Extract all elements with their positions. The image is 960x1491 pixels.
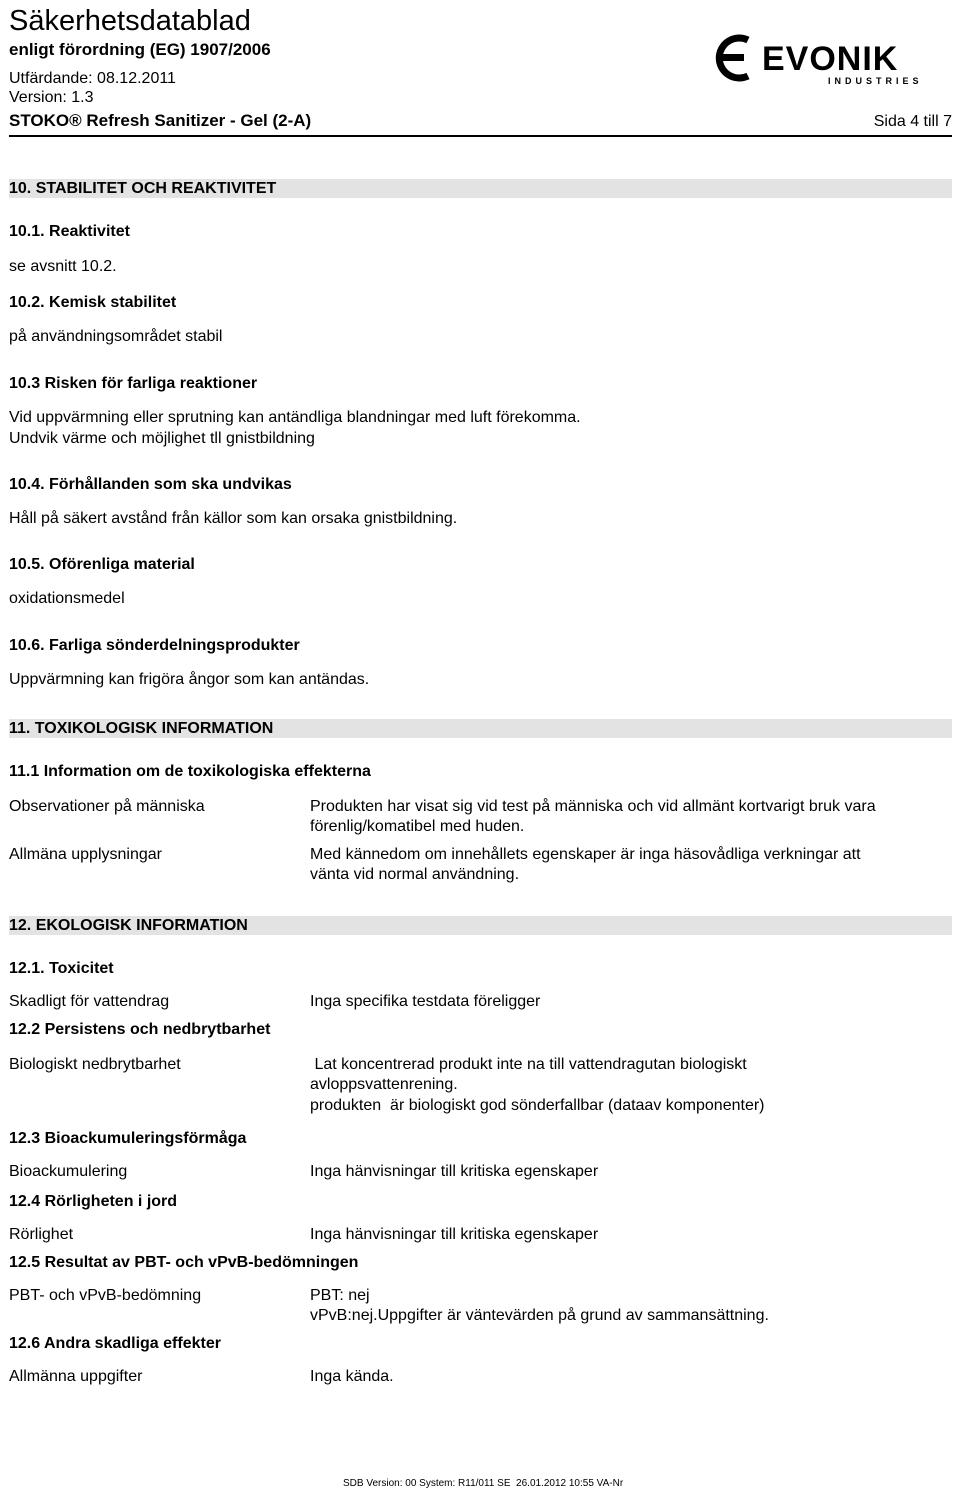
- document-title: Säkerhetsdatablad: [9, 5, 251, 37]
- label-observationer: Observationer på människa: [9, 798, 205, 815]
- label-rorlighet: Rörlighet: [9, 1226, 74, 1243]
- heading-12-5: 12.5 Resultat av PBT- och vPvB-bedömningen: [9, 1254, 359, 1271]
- page-number: Sida 4 till 7: [873, 113, 952, 130]
- section-12-title: 12. EKOLOGISK INFORMATION: [9, 917, 248, 934]
- value-allmana-line1: Med kännedom om innehållets egenskaper är inga häsovådliga verkningar att: [310, 846, 861, 863]
- heading-10-5: 10.5. Oförenliga material: [9, 556, 195, 573]
- text-10-3-line1: Vid uppvärmning eller sprutning kan antändliga blandningar med luft förekomma.: [9, 409, 581, 426]
- heading-10-1: 10.1. Reaktivitet: [9, 223, 130, 240]
- value-allmana-line2: vänta vid normal användning.: [310, 866, 520, 883]
- text-10-1: se avsnitt 10.2.: [9, 258, 117, 275]
- section-11-bar: [9, 719, 952, 738]
- text-10-2: på användningsområdet stabil: [9, 328, 223, 345]
- logo-subtitle: INDUSTRIES: [828, 76, 923, 86]
- label-bioackumulering: Bioackumulering: [9, 1163, 128, 1180]
- section-10-bar: [9, 179, 952, 198]
- value-allmanna-uppgifter: Inga kända.: [310, 1368, 394, 1385]
- text-10-4: Håll på säkert avstånd från källor som kan orsaka gnistbildning.: [9, 510, 458, 527]
- heading-12-4: 12.4 Rörligheten i jord: [9, 1193, 178, 1210]
- version-line: Version: 1.3: [9, 89, 94, 106]
- label-skadligt: Skadligt för vattendrag: [9, 993, 170, 1010]
- value-biologiskt-line2: avloppsvattenrening.: [310, 1076, 458, 1093]
- section-11-title: 11. TOXIKOLOGISK INFORMATION: [9, 720, 274, 737]
- header-rule: [9, 135, 952, 137]
- label-allmanna-uppgifter: Allmänna uppgifter: [9, 1368, 143, 1385]
- label-allmana: Allmäna upplysningar: [9, 846, 162, 863]
- value-pbt-line2: vPvB:nej.Uppgifter är väntevärden på grund av sammansättning.: [310, 1307, 769, 1324]
- value-biologiskt-line1: Lat koncentrerad produkt inte na till vattendragutan biologiskt: [310, 1056, 747, 1073]
- regulation-line: enligt förordning (EG) 1907/2006: [9, 40, 271, 59]
- value-biologiskt-line3: produkten är biologiskt god sönderfallbar (dataav komponenter): [310, 1097, 765, 1114]
- value-observationer-line2: förenlig/komatibel med huden.: [310, 818, 525, 835]
- heading-12-1: 12.1. Toxicitet: [9, 960, 114, 977]
- heading-10-3: 10.3 Risken för farliga reaktioner: [9, 375, 258, 392]
- heading-12-3: 12.3 Bioackumuleringsförmåga: [9, 1130, 247, 1147]
- section-12-bar: [9, 916, 952, 935]
- heading-10-4: 10.4. Förhållanden som ska undvikas: [9, 476, 292, 493]
- value-pbt-line1: PBT: nej: [310, 1287, 370, 1304]
- evonik-logo: [708, 30, 930, 86]
- value-bioackumulering: Inga hänvisningar till kritiska egenskaper: [310, 1163, 599, 1180]
- value-observationer-line1: Produkten har visat sig vid test på människa och vid allmänt kortvarigt bruk vara: [310, 798, 876, 815]
- label-biologiskt: Biologiskt nedbrytbarhet: [9, 1056, 181, 1073]
- footer-version: SDB Version: 00 System: R11/011 SE 26.01.2012 10:55 VA-Nr: [343, 1478, 624, 1489]
- text-10-6: Uppvärmning kan frigöra ångor som kan antändas.: [9, 671, 370, 688]
- heading-10-2: 10.2. Kemisk stabilitet: [9, 294, 177, 311]
- heading-12-6: 12.6 Andra skadliga effekter: [9, 1335, 221, 1352]
- label-pbt: PBT- och vPvB-bedömning: [9, 1287, 202, 1304]
- text-10-5: oxidationsmedel: [9, 590, 125, 607]
- product-name: STOKO® Refresh Sanitizer - Gel (2-A): [9, 111, 312, 130]
- text-10-3-line2: Undvik värme och möjlighet tll gnistbildning: [9, 430, 315, 447]
- value-rorlighet: Inga hänvisningar till kritiska egenskaper: [310, 1226, 599, 1243]
- heading-11-1: 11.1 Information om de toxikologiska effekterna: [9, 763, 371, 780]
- heading-10-6: 10.6. Farliga sönderdelningsprodukter: [9, 637, 300, 654]
- heading-12-2: 12.2 Persistens och nedbrytbarhet: [9, 1021, 271, 1038]
- issue-date: Utfärdande: 08.12.2011: [9, 70, 176, 87]
- section-10-title: 10. STABILITET OCH REAKTIVITET: [9, 180, 277, 197]
- value-skadligt: Inga specifika testdata föreligger: [310, 993, 541, 1010]
- logo-wordmark: EVONIK: [762, 40, 899, 78]
